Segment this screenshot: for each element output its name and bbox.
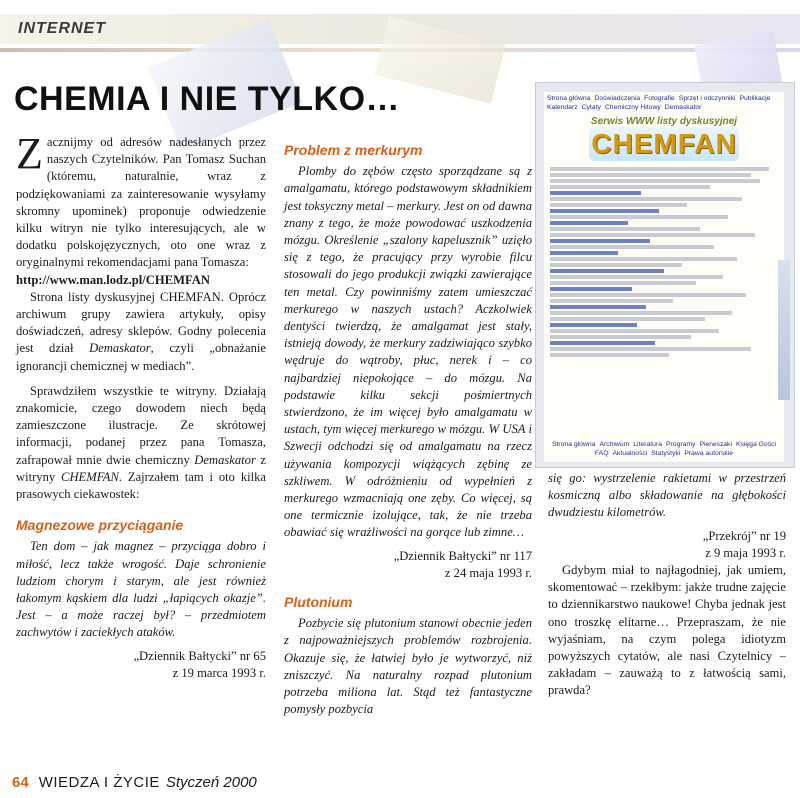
website-footer-nav-item-6: FAQ — [594, 450, 609, 457]
source-date: z 19 marca 1993 r. — [172, 665, 266, 680]
source-date: z 24 maja 1993 r. — [444, 565, 532, 580]
website-footer-nav-item-9: Prawa autorskie — [684, 450, 734, 457]
website-footer-nav-item-3: Programy — [666, 441, 696, 448]
website-top-nav — [544, 92, 784, 114]
rec-italic: Demaskator — [89, 341, 151, 356]
rec-text-1: Strona listy dyskusyjnej CHEMFAN. Oprócz archiwum grupy zawiera artykuły, opisy doświadczeń, adresy sklepów. Godny polecenia jest dział — [16, 289, 266, 356]
website-nav-item-8: Demaskator — [664, 104, 702, 111]
p2-italic-1: Demaskator — [194, 452, 256, 467]
rec-text-2: , czyli „obnażanie ignorancji chemicznej w mediach”. — [16, 341, 266, 373]
website-footer-nav-item-0: Strona główna — [551, 441, 596, 448]
subheading-magnezowe: Magnezowe przyciąganie — [16, 517, 184, 534]
quote-plutonium-continued: się go: wystrzelenie rakietami w przestrzeń kosmiczną albo składowanie na głębokości dwudziestu kilometrów. — [548, 471, 786, 520]
intro-text: acznijmy od adresów nadesłanych przez naszych Czytelników. Pan Tomasz Suchan (któremu, naturalnie, wraz z podziękowaniami za zainteresowanie wysyłamy skromny upominek) proponuje odwiedzenie kilku witryn nie tylko interesujących, ale w dodatku polskojęzycznych, oto one wraz z oryginalnymi rekomendacjami pana Tomasza: — [16, 135, 266, 270]
article-title: CHEMIA I NIE TYLKO… — [14, 80, 401, 118]
website-nav-item-2: Fotografie — [644, 95, 675, 102]
quote-plutonium: Pozbycie się plutonium stanowi obecnie jeden z najpoważniejszych problemów rozbrojenia. Okazuje się, że łatwiej było je wytworzyć, niż zniszczyć. Na naturalny rozpad plutonium potrzeba miliona lat. Stąd też fantastyczne pomysły pozbycia — [284, 616, 532, 717]
website-nav-item-6: Cytaty — [581, 104, 601, 111]
subheading-plutonium: Plutonium — [284, 594, 353, 611]
source-citation: „Dziennik Bałtycki” nr 117 — [393, 548, 532, 563]
website-nav-item-7: Chemiczny Hitowy — [604, 104, 661, 111]
p2-italic-2: CHEMFAN — [61, 469, 119, 484]
column-1 — [16, 129, 267, 682]
section-label: INTERNET — [18, 20, 106, 37]
website-footer-nav-item-1: Archiwum — [599, 441, 630, 448]
subheading-merkury: Problem z merkurym — [284, 142, 423, 158]
chemfan-url[interactable]: http://www.man.lodz.pl/CHEMFAN — [16, 272, 210, 287]
p2-text-1: Sprawdziłem wszystkie te witryny. Działają znakomicie, czego dowodem niech będą zamieszczone ilustracje. Ze skrótowej informacji, podanej przez pana Tomasza, zafrapował mnie dwie chemiczny — [16, 383, 266, 467]
chemfan-logo: CHEMFAN — [589, 127, 739, 161]
website-screenshot — [544, 92, 784, 462]
page-number: 64 — [12, 774, 29, 791]
recommendation-paragraph — [16, 289, 266, 375]
closing-paragraph: Gdybym miał to najłagodniej, jak umiem, skomentować – rzekłbym: jakże trudne zajęcie to dziennikarstwo naukowe! Chyba jednak jest ono troszkę elitarne… Przepraszam, że nie wyjaśniam, na czym polega idiotyzm powyższych cytatów, ale nasi Czytelnicy – zakładam – zauważą to z łatwością sami, prawda? — [548, 563, 786, 698]
author-paragraph — [16, 383, 266, 503]
website-footer-nav-item-5: Księga Gości — [735, 441, 776, 448]
website-nav-item-4: Publikacje — [739, 95, 771, 102]
quote-magnezowe: Ten dom – jak magnez – przyciąga dobro i miłość, lecz także wrogość. Daje schronienie ludziom chorym i starym, ale jest również łakomym kąskiem dla ludzi „łapiących okazje”. Jest – a może raczej był? – przedmiotem zachwytów i zaciekłych ataków. — [16, 539, 266, 640]
website-nav-item-1: Doświadczenia — [594, 95, 641, 102]
column-3 — [548, 470, 786, 700]
website-nav-item-3: Sprzęt i odczynniki — [678, 95, 736, 102]
website-nav-item-0: Strona główna — [547, 95, 591, 102]
website-bottom-nav — [544, 440, 784, 458]
page-footer — [12, 774, 257, 791]
website-footer-nav-item-2: Literatura — [633, 441, 662, 448]
p2-text-3: . Zajrzałem tam i oto kilka prasowych ciekawostek: — [16, 469, 267, 502]
website-nav-item-5: Kalendarz — [547, 104, 578, 111]
magazine-name: WIEDZA I ŻYCIE — [38, 774, 160, 791]
p2-text-2: z witryny — [16, 452, 266, 484]
source-date: z 9 maja 1993 r. — [705, 545, 786, 560]
column-2 — [284, 140, 532, 719]
source-citation: „Dziennik Bałtycki” nr 65 — [133, 648, 266, 663]
intro-paragraph — [16, 129, 266, 272]
issue-date: Styczeń 2000 — [165, 774, 257, 791]
website-body-text — [544, 167, 784, 357]
website-footer-nav-item-7: Aktualności — [612, 450, 648, 457]
website-subtitle: Serwis WWW listy dyskusyjnej — [590, 116, 738, 127]
quote-merkury: Plomby do zębów często sporządzane są z amalgamatu, którego podstawowym składnikiem jest toksyczny metal – merkury. Jest on od dawna znany z tego, że może powodować uszkodzenia mózgu. Określenie „szalony kapelusznik” uzięło się z tego, że pracujący przy wyrobie filcu stosowali do jego produkcji związki zawierające ten metal. Czy powinniśmy zatem umieszczać merkurego w naszych ustach? Aczkolwiek dentyści twierdzą, że amalgamat jest stały, istnieją dowody, że merkury zadziwiająco szybko wędruje do wątroby, płuc, nerek i – co najbardziej niepokojące – do mózgu. Na podstawie kilku sekcji pośmiertnych stwierdzono, że im więcej było amalgamatu w ustach, tym więcej merkurego w mózgu. W USA i Szwecji odchodzi się od amalgamatu na rzecz używania kompozycji wiążących zębinę ze szkliwem. W odróżnieniu od wypełnień z merkurego wzmacniają one zęby. Co więcej, są one termicznie izolujące, tak, że nie trzeba obawiać się wrażliwości na gorące lub zimne… — [284, 164, 532, 540]
website-footer-nav-item-8: Statystyki — [651, 450, 681, 457]
drop-cap: Z — [16, 129, 43, 178]
source-citation: „Przekrój” nr 19 — [702, 528, 786, 543]
website-footer-nav-item-4: Pierwszaki — [699, 441, 732, 448]
decorative-shape — [778, 260, 790, 400]
